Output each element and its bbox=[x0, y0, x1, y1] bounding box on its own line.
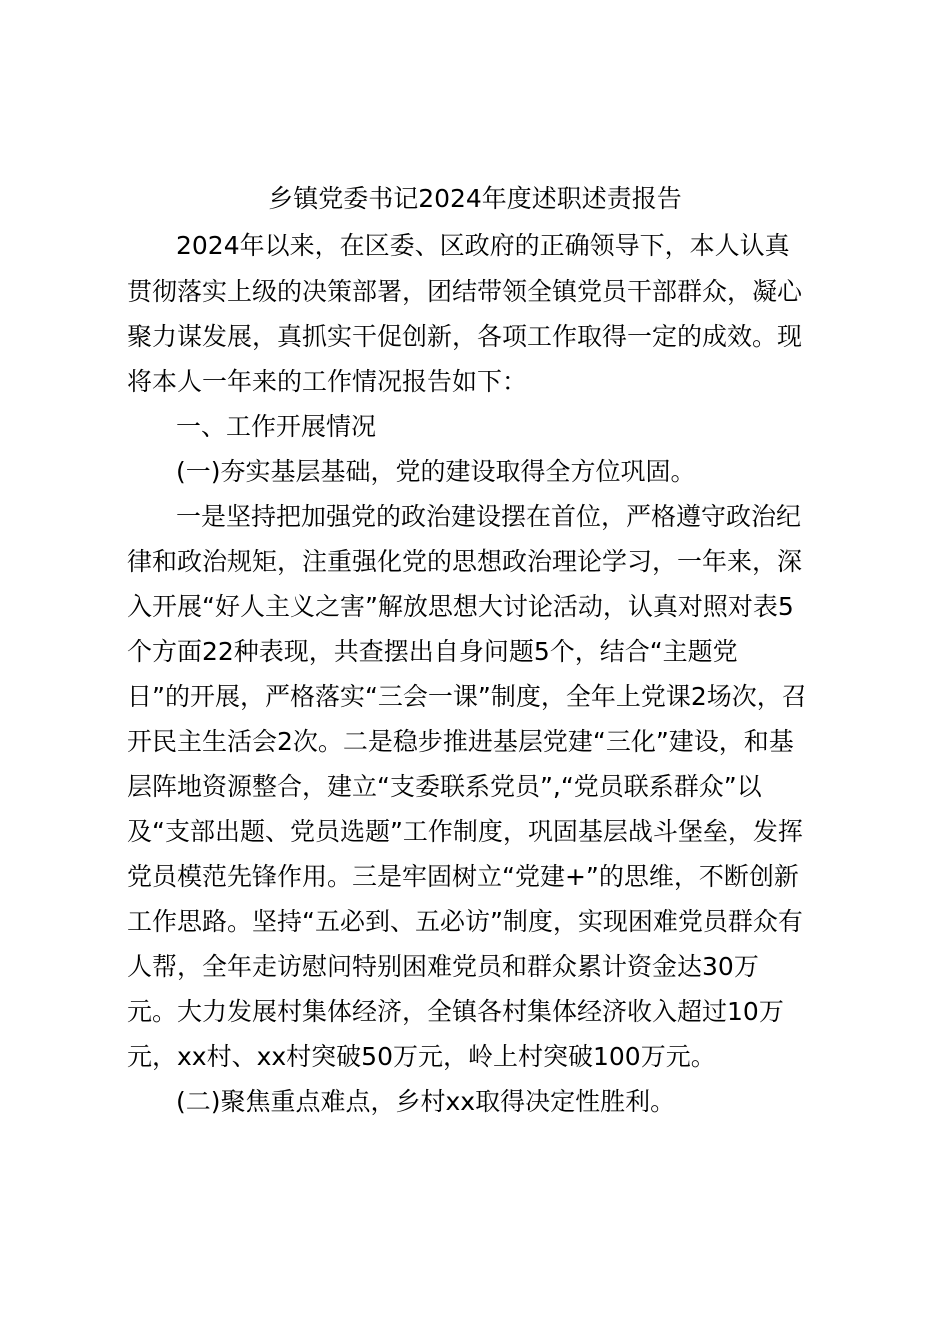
paragraph-line: 将本人一年来的工作情况报告如下： bbox=[127, 367, 528, 396]
subsection-heading: (一)夯实基层基础，党的建设取得全方位巩固。 bbox=[176, 457, 696, 486]
section-heading: 一、工作开展情况 bbox=[176, 412, 377, 441]
paragraph-line: 日”的开展，严格落实“三会一课”制度，全年上党课2场次，召 bbox=[127, 682, 807, 711]
paragraph-line: 聚力谋发展，真抓实干促创新，各项工作取得一定的成效。现 bbox=[127, 322, 803, 351]
paragraph-line: 一是坚持把加强党的政治建设摆在首位，严格遵守政治纪 bbox=[176, 502, 802, 531]
paragraph-line: 人帮，全年走访慰问特别困难党员和群众累计资金达30万 bbox=[127, 952, 759, 981]
paragraph-line: 元。大力发展村集体经济，全镇各村集体经济收入超过10万 bbox=[127, 997, 784, 1026]
paragraph-line: 2024年以来，在区委、区政府的正确领导下，本人认真 bbox=[176, 231, 790, 260]
paragraph-line: 入开展“好人主义之害”解放思想大讨论活动，认真对照对表5 bbox=[127, 592, 794, 621]
paragraph-line: 及“支部出题、党员选题”工作制度，巩固基层战斗堡垒，发挥 bbox=[127, 817, 803, 846]
document-title: 乡镇党委书记2024年度述职述责报告 bbox=[268, 184, 682, 213]
paragraph-line: 层阵地资源整合，建立“支委联系党员”,“党员联系群众”以 bbox=[127, 772, 762, 801]
paragraph-line: 贯彻落实上级的决策部署，团结带领全镇党员干部群众，凝心 bbox=[127, 277, 803, 306]
subsection-heading: (二)聚焦重点难点，乡村xx取得决定性胜利。 bbox=[176, 1087, 676, 1116]
paragraph-line: 元，xx村、xx村突破50万元，岭上村突破100万元。 bbox=[127, 1042, 716, 1071]
paragraph-line: 党员模范先锋作用。三是牢固树立“党建+”的思维，不断创新 bbox=[127, 862, 799, 891]
paragraph-line: 律和政治规矩，注重强化党的思想政治理论学习，一年来，深 bbox=[127, 547, 803, 576]
paragraph-line: 开民主生活会2次。二是稳步推进基层党建“三化”建设，和基 bbox=[127, 727, 794, 756]
paragraph-line: 工作思路。坚持“五必到、五必访”制度，实现困难党员群众有 bbox=[127, 907, 803, 936]
paragraph-line: 个方面22种表现，共查摆出自身问题5个，结合“主题党 bbox=[127, 637, 738, 666]
